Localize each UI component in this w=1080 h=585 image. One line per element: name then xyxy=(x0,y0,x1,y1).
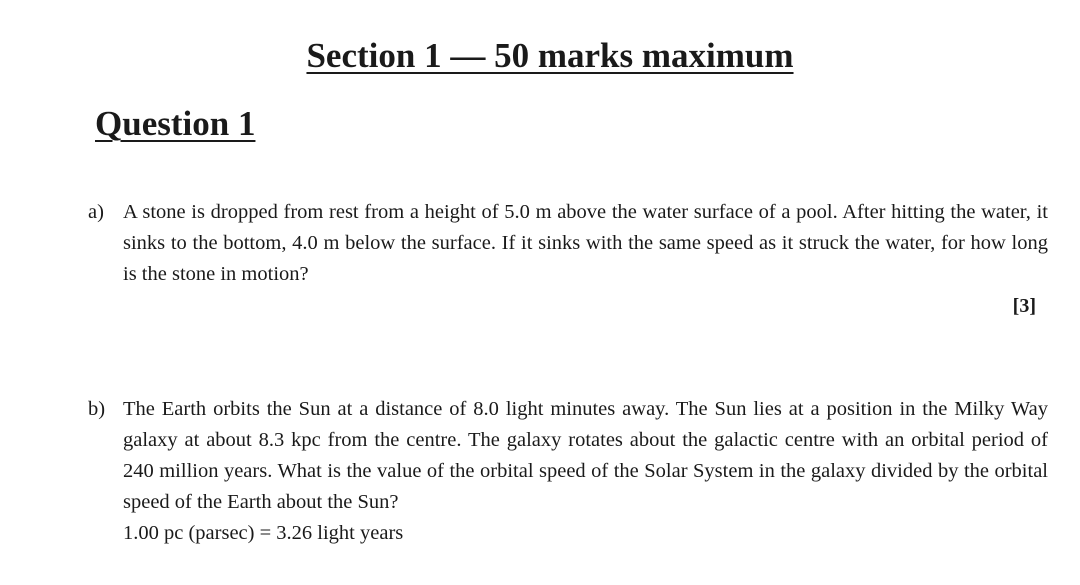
part-a-label: a) xyxy=(88,201,104,223)
part-a-marks: [3] xyxy=(1012,295,1036,317)
section-title: Section 1 — 50 marks maximum xyxy=(306,36,794,75)
question-part-b xyxy=(88,394,1048,549)
part-b-label: b) xyxy=(88,398,106,420)
question-part-a xyxy=(88,197,1048,290)
part-a-text: A stone is dropped from rest from a height of 5.0 m above the water surface of a pool. After hitting the water, it sinks to the bottom, 4.0 m below the surface. If it sinks with the same speed as it struck the water, for how long is the stone in motion? xyxy=(123,201,1048,285)
question-title: Question 1 xyxy=(95,104,256,143)
parsec-conversion-note: 1.00 pc (parsec) = 3.26 light years xyxy=(123,522,404,544)
part-b-text: The Earth orbits the Sun at a distance of 8.0 light minutes away. The Sun lies at a position in the Milky Way galaxy at about 8.3 kpc from the centre. The galaxy rotates about the galactic centre with an orbital period of 240 million years. What is the value of the orbital speed of the Solar System in the galaxy divided by the orbital speed of the Earth about the Sun? xyxy=(123,398,1048,513)
